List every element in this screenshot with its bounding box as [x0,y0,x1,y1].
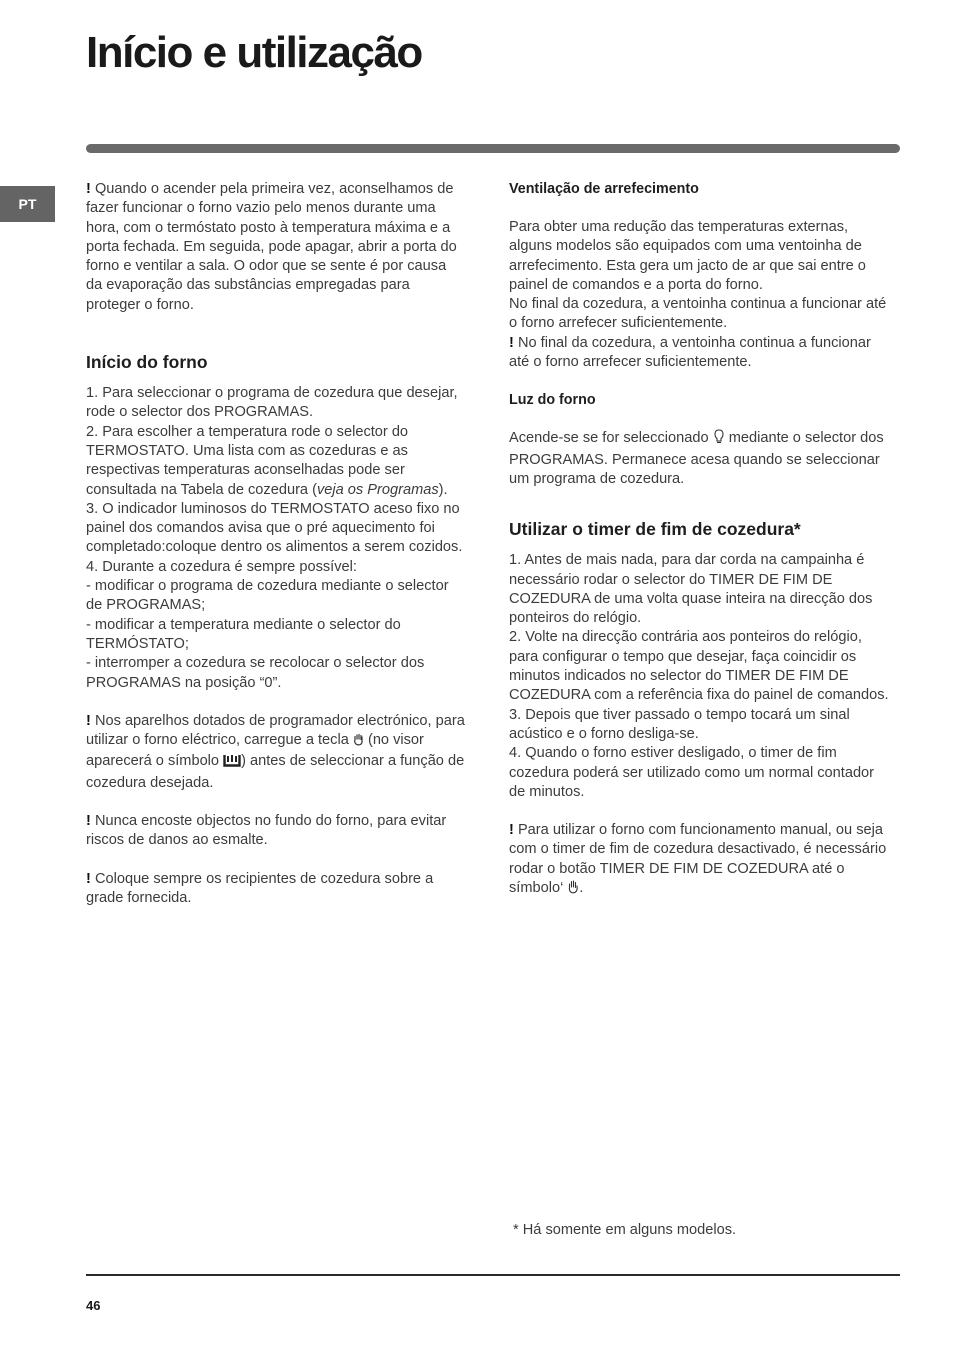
title-divider [86,144,900,153]
step-1: 1. Para seleccionar o programa de cozedura que desejar, rode o selector dos PROGRAMAS. [86,385,458,421]
timer-step-4: 4. Quando o forno estiver desligado, o timer de fim cozedura poderá ser utilizado como um normal contador de minutos. [509,745,875,800]
timer-step-1: 1. Antes de mais nada, para dar corda na campainha é necessário rodar o selector do TIMER DE FIM DE COZEDURA de uma volta quase inteira na direcção dos ponteiros do relógio. [509,552,873,627]
intro-paragraph: ! Quando o acender pela primeira vez, aconselhamos de fazer funcionar o forno vazio pelo menos durante uma hora, com o termóstato posto à temperatura máxima e a porta fechada. Em seguida, pode apagar, abrir a porta do forno e ventilar a sala. O odor que se sente é por causa da evaporação das substâncias empregadas para proteger o forno. [86,181,457,313]
page-title: Início e utilização [86,28,422,77]
note-electronic-programmer: ! Nos aparelhos dotados de programador electrónico, para utilizar o forno eléctrico, carregue a tecla (no visor aparecerá o símbolo ) antes de seleccionar a função de cozedura desejada. [86,712,465,791]
section-heading-timer: Utilizar o timer de fim de cozedura* [509,519,801,540]
page-number: 46 [86,1298,101,1313]
timer-note: ! Para utilizar o forno com funcionamento manual, ou seja com o timer de fim de cozedura desactivado, é necessário rodar o botão TIMER DE FIM DE COZEDURA até o símbolo‘ . [509,821,889,900]
step-3: 3. O indicador luminosos do TERMOSTATO aceso fixo no painel dos comandos avisa que o pré aquecimento foi completado:coloque dentro os alimentos a serem cozidos. [86,500,463,556]
light-paragraph: Acende-se se for seleccionado mediante o selector dos PROGRAMAS. Permanece acesa quando se seleccionar um programa de cozedura. [509,430,884,487]
right-column [509,180,889,900]
step-4-option-3: - interromper a cozedura se recolocar o selector dos PROGRAMAS na posição “0”. [86,655,425,691]
left-column [86,180,466,908]
oven-symbol-icon [223,753,241,773]
warning-mark: ! [86,181,91,197]
step-2: 2. Para escolher a temperatura rode o selector do TERMOSTATO. Uma lista com as cozeduras e as respectivas temperaturas aconselhadas pode ser consultada na Tabela de cozedura (veja os Programas). [86,423,448,498]
language-tab: PT [0,186,55,222]
step-4-option-2: - modificar a temperatura mediante o selector do TERMÓSTATO; [86,616,401,652]
ventilation-paragraph-2: No final da cozedura, a ventoinha continua a funcionar até o forno arrefecer suficientemente. [509,296,887,332]
ventilation-note: ! No final da cozedura, a ventoinha continua a funcionar até o forno arrefecer suficientemente. [509,334,871,371]
section-heading-inicio-forno: Início do forno [86,352,208,373]
lamp-icon [713,429,725,450]
ventilation-paragraph-1: Para obter uma redução das temperaturas externas, alguns modelos são equipados com uma ventoinha de arrefecimento. Esta gera um jacto de ar que sai entre o painel de comandos e a porta do forno. [509,219,866,293]
footer-divider [86,1274,900,1276]
section-heading-luz: Luz do forno [509,392,596,409]
footnote: * Há somente em alguns modelos. [513,1222,737,1238]
step-4: 4. Durante a cozedura é sempre possível: [86,558,357,575]
timer-step-2: 2. Volte na direcção contrária aos ponteiros do relógio, para configurar o tempo que desejar, faça coincidir os minutos indicados no selector do TIMER DE FIM DE COZEDURA com a referência fixa do painel de comandos. [509,629,889,704]
timer-step-3: 3. Depois que tiver passado o tempo tocará um sinal acústico e o forno desliga-se. [509,706,850,742]
section-heading-ventilacao: Ventilação de arrefecimento [509,181,699,197]
step-4-option-1: - modificar o programa de cozedura mediante o selector de PROGRAMAS; [86,578,449,614]
hand-key-icon [353,733,364,752]
note-grid: ! Coloque sempre os recipientes de cozedura sobre a grade fornecida. [86,870,434,906]
note-enamel: ! Nunca encoste objectos no fundo do forno, para evitar riscos de danos ao esmalte. [86,813,447,849]
hand-symbol-icon [567,880,579,900]
